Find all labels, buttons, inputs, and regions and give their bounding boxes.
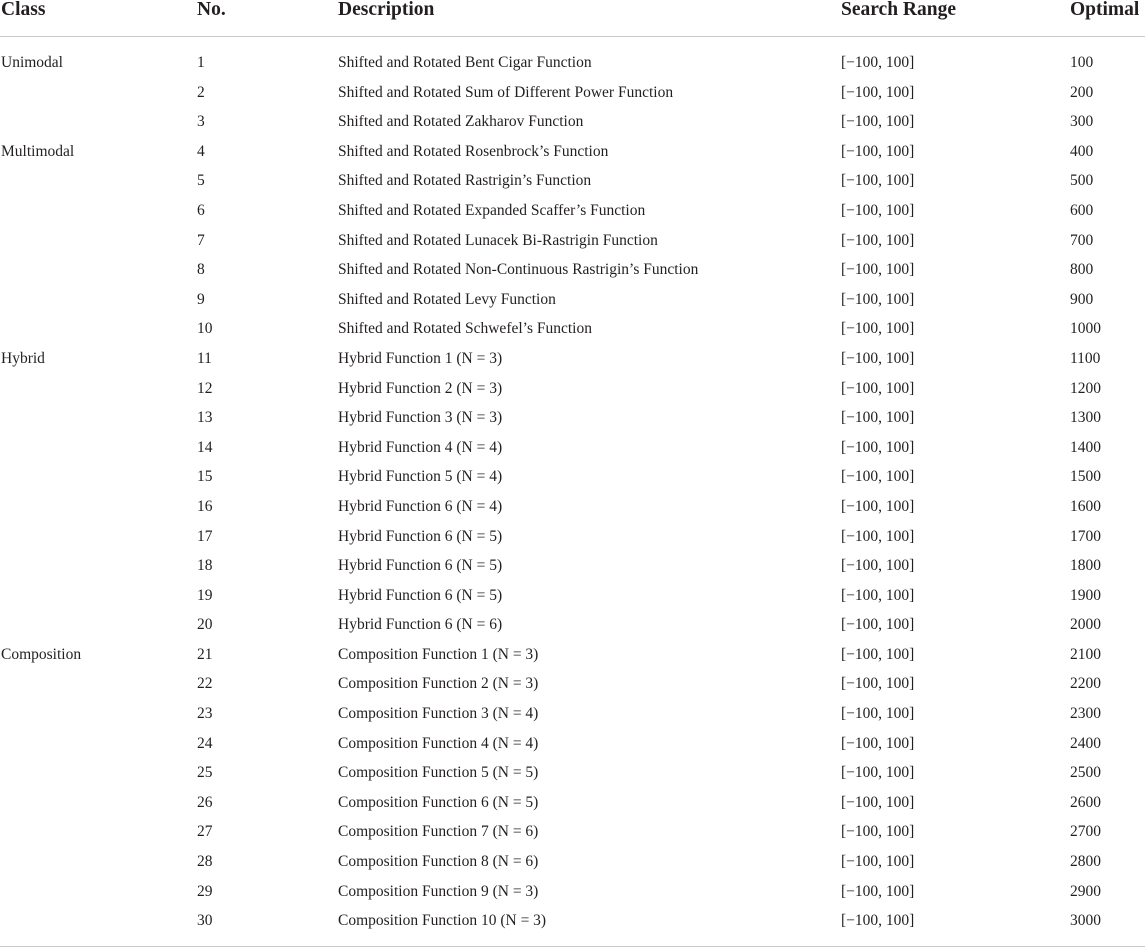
cell-optimal: 400 [1070, 142, 1094, 160]
table-row [0, 257, 1145, 287]
cell-search-range: [−100, 100] [841, 83, 915, 101]
cell-no: 20 [197, 616, 213, 634]
cell-class: Hybrid [1, 349, 45, 367]
cell-search-range: [−100, 100] [841, 261, 915, 279]
header-description: Description [338, 0, 435, 20]
cell-no: 24 [197, 734, 213, 752]
table-row [0, 790, 1145, 820]
cell-no: 25 [197, 764, 213, 782]
cell-description: Hybrid Function 6 (N = 6) [338, 616, 503, 634]
cell-optimal: 800 [1070, 261, 1094, 279]
cell-optimal: 2500 [1070, 764, 1101, 782]
table-row [0, 642, 1145, 672]
cell-search-range: [−100, 100] [841, 793, 915, 811]
cell-optimal: 1700 [1070, 527, 1101, 545]
cell-no: 27 [197, 823, 213, 841]
cell-optimal: 1800 [1070, 557, 1101, 575]
cell-description: Composition Function 2 (N = 3) [338, 675, 539, 693]
cell-no: 13 [197, 409, 213, 427]
table-row [0, 346, 1145, 376]
cell-no: 21 [197, 645, 213, 663]
cell-no: 5 [197, 172, 205, 190]
cell-no: 23 [197, 705, 213, 723]
cell-optimal: 1600 [1070, 497, 1101, 515]
cell-no: 22 [197, 675, 213, 693]
cell-no: 16 [197, 497, 213, 515]
table-row [0, 139, 1145, 169]
cell-optimal: 1900 [1070, 586, 1101, 604]
cell-search-range: [−100, 100] [841, 912, 915, 930]
cell-no: 8 [197, 261, 205, 279]
cell-description: Composition Function 10 (N = 3) [338, 912, 547, 930]
cell-optimal: 100 [1070, 54, 1094, 71]
cell-optimal: 900 [1070, 290, 1094, 308]
cell-description: Shifted and Rotated Non-Continuous Rastrigin’s Function [338, 261, 699, 279]
cell-class: Composition [1, 645, 82, 663]
cell-description: Hybrid Function 1 (N = 3) [338, 349, 503, 367]
cell-search-range: [−100, 100] [841, 586, 915, 604]
cell-no: 26 [197, 793, 213, 811]
cell-description: Shifted and Rotated Bent Cigar Function [338, 54, 592, 71]
table-row [0, 376, 1145, 406]
cell-search-range: [−100, 100] [841, 113, 915, 131]
cell-no: 15 [197, 468, 213, 486]
cell-description: Composition Function 7 (N = 6) [338, 823, 539, 841]
cell-search-range: [−100, 100] [841, 823, 915, 841]
cell-optimal: 300 [1070, 113, 1094, 131]
cell-description: Shifted and Rotated Rastrigin’s Function [338, 172, 592, 190]
header-no: No. [197, 0, 226, 20]
cell-description: Hybrid Function 4 (N = 4) [338, 438, 503, 456]
cell-description: Shifted and Rotated Rosenbrock’s Function [338, 142, 609, 160]
table-row [0, 701, 1145, 731]
cell-description: Shifted and Rotated Zakharov Function [338, 113, 584, 131]
cell-no: 17 [197, 527, 213, 545]
cell-search-range: [−100, 100] [841, 468, 915, 486]
table-row [0, 109, 1145, 139]
header-class: Class [1, 0, 46, 20]
cell-class: Unimodal [1, 54, 63, 71]
cell-description: Hybrid Function 6 (N = 5) [338, 557, 503, 575]
cell-description: Shifted and Rotated Levy Function [338, 290, 556, 308]
cell-search-range: [−100, 100] [841, 438, 915, 456]
cell-no: 29 [197, 882, 213, 900]
table-row [0, 50, 1145, 80]
table-row [0, 760, 1145, 790]
cell-description: Hybrid Function 2 (N = 3) [338, 379, 503, 397]
cell-optimal: 200 [1070, 83, 1094, 101]
cell-optimal: 2200 [1070, 675, 1101, 693]
cell-class: Multimodal [1, 142, 75, 160]
cell-no: 9 [197, 290, 205, 308]
table-row [0, 405, 1145, 435]
cell-no: 12 [197, 379, 213, 397]
cell-no: 4 [197, 142, 205, 160]
cell-optimal: 1000 [1070, 320, 1101, 338]
cell-search-range: [−100, 100] [841, 379, 915, 397]
table-row [0, 464, 1145, 494]
cell-optimal: 2700 [1070, 823, 1101, 841]
table-row [0, 435, 1145, 465]
table-row [0, 316, 1145, 346]
cell-search-range: [−100, 100] [841, 734, 915, 752]
cell-no: 10 [197, 320, 213, 338]
cell-description: Composition Function 1 (N = 3) [338, 645, 539, 663]
header-optimal: Optimal [1070, 0, 1140, 20]
cell-search-range: [−100, 100] [841, 349, 915, 367]
cell-search-range: [−100, 100] [841, 705, 915, 723]
cell-optimal: 2300 [1070, 705, 1101, 723]
table-row [0, 583, 1145, 613]
cell-optimal: 700 [1070, 231, 1094, 249]
table-row [0, 494, 1145, 524]
table-row [0, 879, 1145, 909]
cell-no: 6 [197, 201, 205, 219]
cell-no: 14 [197, 438, 213, 456]
table-row [0, 198, 1145, 228]
cell-no: 7 [197, 231, 205, 249]
cell-optimal: 600 [1070, 201, 1094, 219]
cell-no: 2 [197, 83, 205, 101]
cell-description: Hybrid Function 5 (N = 4) [338, 468, 503, 486]
cell-description: Composition Function 6 (N = 5) [338, 793, 539, 811]
cell-no: 18 [197, 557, 213, 575]
table-row [0, 671, 1145, 701]
cell-search-range: [−100, 100] [841, 616, 915, 634]
cell-search-range: [−100, 100] [841, 675, 915, 693]
table-row [0, 731, 1145, 761]
cell-search-range: [−100, 100] [841, 527, 915, 545]
cell-description: Composition Function 9 (N = 3) [338, 882, 539, 900]
cell-description: Hybrid Function 6 (N = 5) [338, 586, 503, 604]
table-row [0, 908, 1145, 938]
table-row [0, 524, 1145, 554]
cell-no: 28 [197, 853, 213, 871]
cell-description: Composition Function 5 (N = 5) [338, 764, 539, 782]
cell-search-range: [−100, 100] [841, 557, 915, 575]
cell-optimal: 2000 [1070, 616, 1101, 634]
cell-description: Shifted and Rotated Sum of Different Power Function [338, 83, 674, 101]
table-body [0, 50, 1145, 938]
table-row [0, 287, 1145, 317]
cell-optimal: 1100 [1070, 349, 1101, 367]
cell-description: Shifted and Rotated Expanded Scaffer’s Function [338, 201, 646, 219]
table-row [0, 612, 1145, 642]
cell-optimal: 1400 [1070, 438, 1101, 456]
cell-search-range: [−100, 100] [841, 409, 915, 427]
table-header [0, 0, 1145, 37]
cell-optimal: 2400 [1070, 734, 1101, 752]
cell-description: Shifted and Rotated Lunacek Bi-Rastrigin Function [338, 231, 658, 249]
cell-optimal: 1300 [1070, 409, 1101, 427]
cell-description: Hybrid Function 3 (N = 3) [338, 409, 503, 427]
cell-description: Composition Function 4 (N = 4) [338, 734, 539, 752]
cell-no: 19 [197, 586, 213, 604]
cell-optimal: 2900 [1070, 882, 1101, 900]
cell-description: Composition Function 3 (N = 4) [338, 705, 539, 723]
cell-optimal: 2100 [1070, 645, 1101, 663]
cell-search-range: [−100, 100] [841, 54, 915, 71]
cell-search-range: [−100, 100] [841, 882, 915, 900]
cell-search-range: [−100, 100] [841, 853, 915, 871]
cell-optimal: 1200 [1070, 379, 1101, 397]
table-bottom-rule [0, 946, 1145, 947]
cell-description: Hybrid Function 6 (N = 4) [338, 497, 503, 515]
cell-search-range: [−100, 100] [841, 290, 915, 308]
cell-no: 3 [197, 113, 205, 131]
table-row [0, 849, 1145, 879]
cell-description: Hybrid Function 6 (N = 5) [338, 527, 503, 545]
header-search-range: Search Range [841, 0, 957, 20]
cell-search-range: [−100, 100] [841, 764, 915, 782]
cell-description: Shifted and Rotated Schwefel’s Function [338, 320, 592, 338]
cell-optimal: 2800 [1070, 853, 1101, 871]
table-row [0, 553, 1145, 583]
table-row [0, 168, 1145, 198]
cell-optimal: 500 [1070, 172, 1094, 190]
table-row [0, 819, 1145, 849]
cell-search-range: [−100, 100] [841, 201, 915, 219]
cell-search-range: [−100, 100] [841, 142, 915, 160]
cell-no: 1 [197, 54, 205, 71]
cell-no: 30 [197, 912, 213, 930]
cell-no: 11 [197, 349, 212, 367]
cell-search-range: [−100, 100] [841, 231, 915, 249]
cell-optimal: 3000 [1070, 912, 1101, 930]
cell-search-range: [−100, 100] [841, 645, 915, 663]
table-row [0, 80, 1145, 110]
cell-search-range: [−100, 100] [841, 172, 915, 190]
cell-description: Composition Function 8 (N = 6) [338, 853, 539, 871]
cell-optimal: 2600 [1070, 793, 1101, 811]
cell-search-range: [−100, 100] [841, 320, 915, 338]
table-row [0, 228, 1145, 258]
cell-optimal: 1500 [1070, 468, 1101, 486]
cell-search-range: [−100, 100] [841, 497, 915, 515]
